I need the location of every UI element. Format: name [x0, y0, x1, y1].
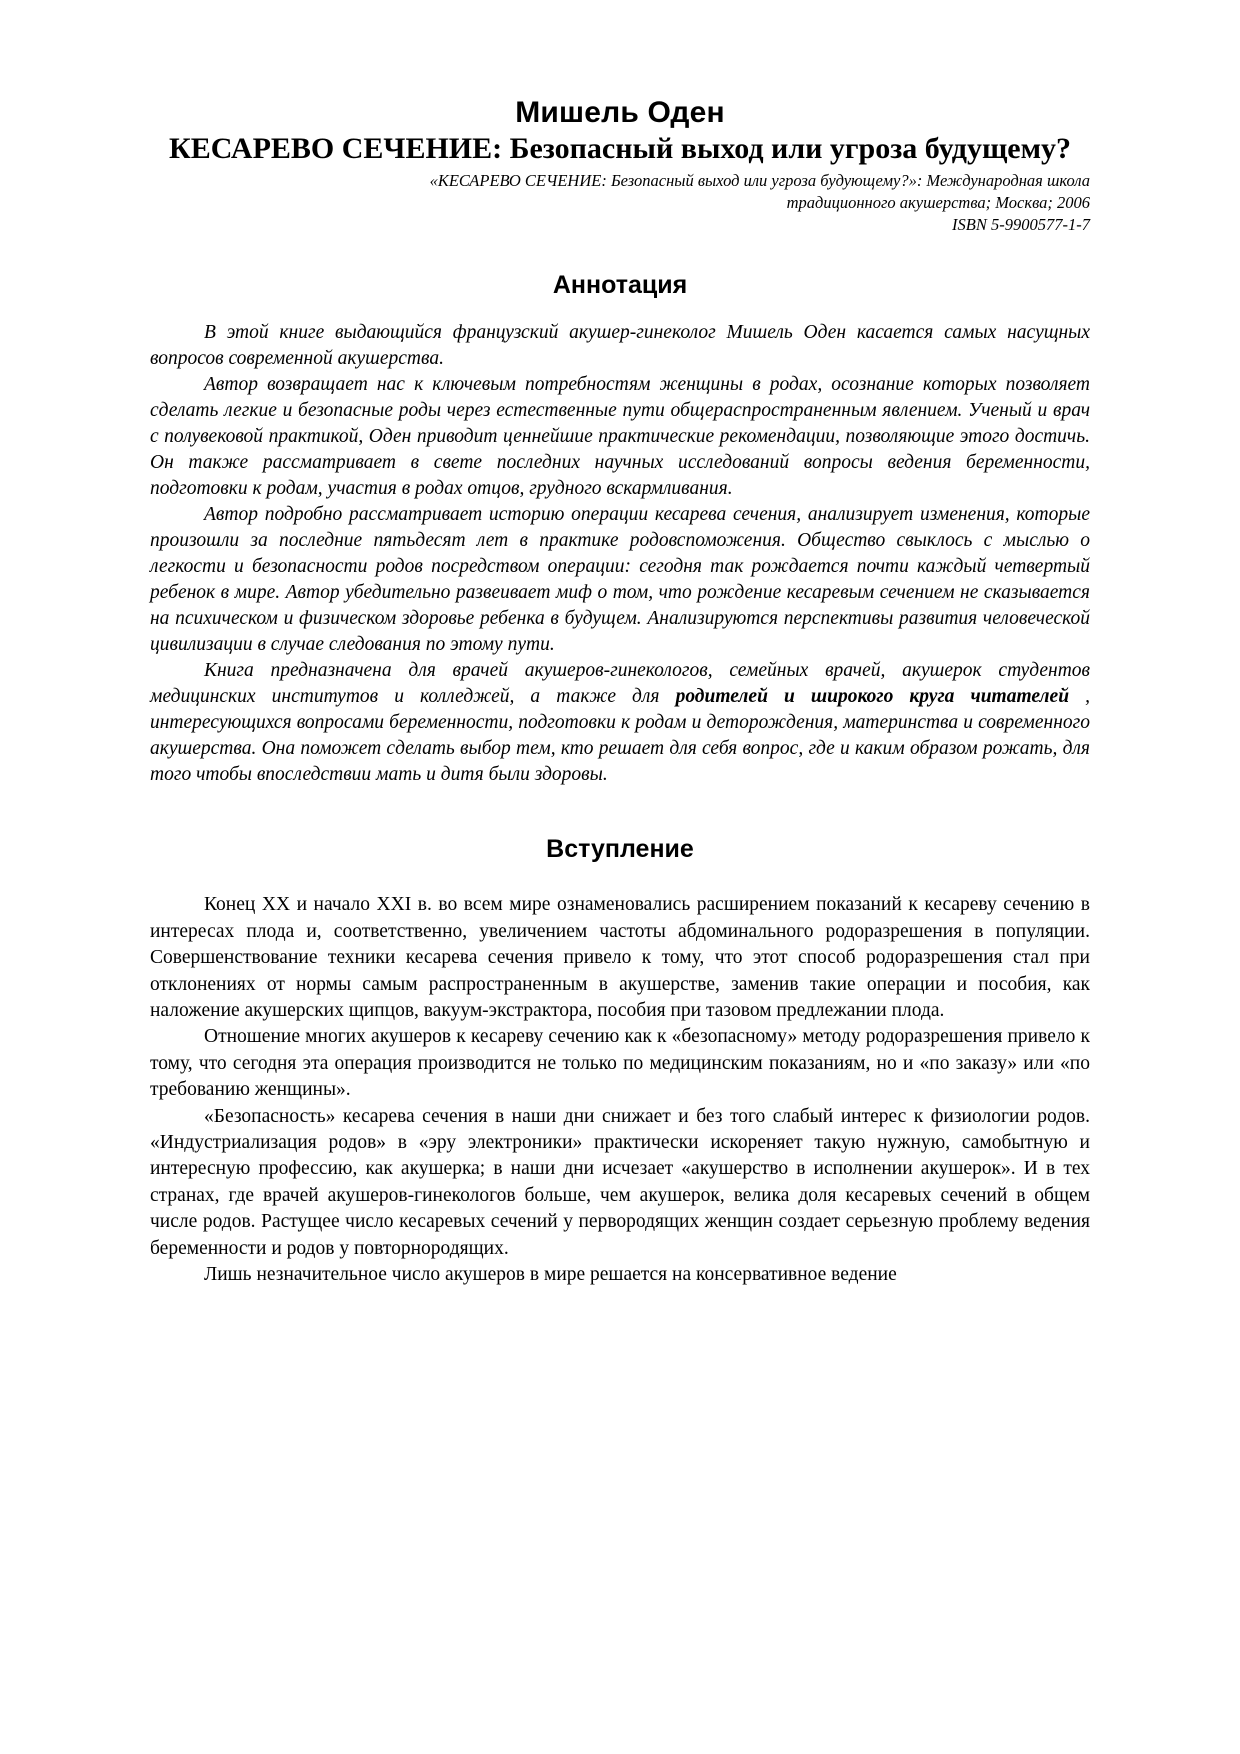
author-name: Мишель Оден: [515, 96, 725, 129]
annotation-body: [150, 320, 1090, 789]
introduction-paragraph: Конец XX и начало XXI в. во всем мире ознаменовались расширением показаний к кесареву сечению в интересах плода и, соответственно, увеличением частоты абдоминального родоразрешения в популяции. Совершенствование техники кесарева сечения привело к тому, что этот способ родоразрешения стал при отклонениях от нормы самым распространенным в акушерстве, заменив такие операции и пособия, как наложение акушерских щипцов, вакуум-экстрактора, пособия при тазовом предлежании плода.: [150, 894, 1090, 1021]
introduction-paragraph: Отношение многих акушеров к кесареву сечению как к «безопасному» методу родоразрешения привело к тому, что сегодня эта операция производится не только по медицинским показаниям, но и «по заказу» или «по требованию женщины».: [150, 1026, 1090, 1101]
annotation-final-part-2: , интересующихся вопросами беременности, подготовки к родам и деторождения, материнства и современного акушерства. Она поможет сделать выбор тем, кто решает для себя вопрос, где и каким образом рожать, для того чтобы впоследствии мать и дитя были здоровы.: [150, 686, 1090, 786]
title-block: [150, 96, 1090, 236]
annotation-paragraph-final: [150, 658, 1090, 788]
annotation-heading: Аннотация: [552, 270, 688, 299]
citation-line-1: «КЕСАРЕВО СЕЧЕНИЕ: Безопасный выход или угроза будующему?»: Международная школа: [429, 171, 1090, 191]
annotation-paragraph: Автор возвращает нас к ключевым потребностям женщины в родах, осознание которых позволяет сделать легкие и безопасные роды через естественные пути общераспространенным явлением. Ученый и врач с полувековой практикой, Оден приводит ценнейшие практические рекомендации, позволяющие этого достичь. Он также рассматривает в свете последних научных исследований вопросы ведения беременности, подготовки к родам, участия в родах отцов, грудного вскармливания.: [150, 373, 1090, 499]
book-title: КЕСАРЕВО СЕЧЕНИЕ: Безопасный выход или угроза будущему?: [168, 131, 1072, 165]
annotation-paragraph: Автор подробно рассматривает историю операции кесарева сечения, анализирует изменения, которые произошли за последние пятьдесят лет в практике родовспоможения. Общество свыклось с мыслью о легкости и безопасности родов посредством операции: сегодня так рождается почти каждый четвертый ребенок в мире. Автор убедительно развеивает миф о том, что рождение кесаревым сечением не сказывается на психическом и физическом здоровье ребенка в будущем. Анализируются перспективы развития человеческой цивилизации в случае следования по этому пути.: [150, 503, 1090, 656]
introduction-body: [150, 892, 1090, 1288]
citation-isbn: ISBN 5-9900577-1-7: [952, 214, 1090, 234]
introduction-paragraph: «Безопасность» кесарева сечения в наши дни снижает и без того слабый интерес к физиологии родов. «Индустриализация родов» в «эру электроники» практически искореняет такую нужную, самобытную и интересную профессию, как акушерка; в наши дни исчезает «акушерство в исполнении акушерок». И в тех странах, где врачей акушеров-гинекологов больше, чем акушерок, велика доля кесаревых сечений в общем числе родов. Растущее число кесаревых сечений у первородящих женщин создает серьезную проблему ведения беременности и родов у повторнородящих.: [150, 1105, 1090, 1259]
citation-block: [150, 170, 1090, 235]
annotation-paragraph: В этой книге выдающийся французский акушер-гинеколог Мишель Оден касается самых насущных вопросов современной акушерства.: [150, 321, 1090, 369]
annotation-final-bold: родителей и широкого круга читателей: [675, 686, 1070, 708]
introduction-heading: Вступление: [546, 835, 694, 864]
annotation-final-part-1: Книга предназначена для врачей акушеров-гинекологов, семейных врачей, акушерок студентов медицинских институтов и колледжей, а также для: [150, 660, 1090, 708]
citation-line-2: традиционного акушерства; Москва; 2006: [786, 193, 1090, 213]
introduction-paragraph: Лишь незначительное число акушеров в мире решается на консервативное ведение: [204, 1264, 897, 1286]
